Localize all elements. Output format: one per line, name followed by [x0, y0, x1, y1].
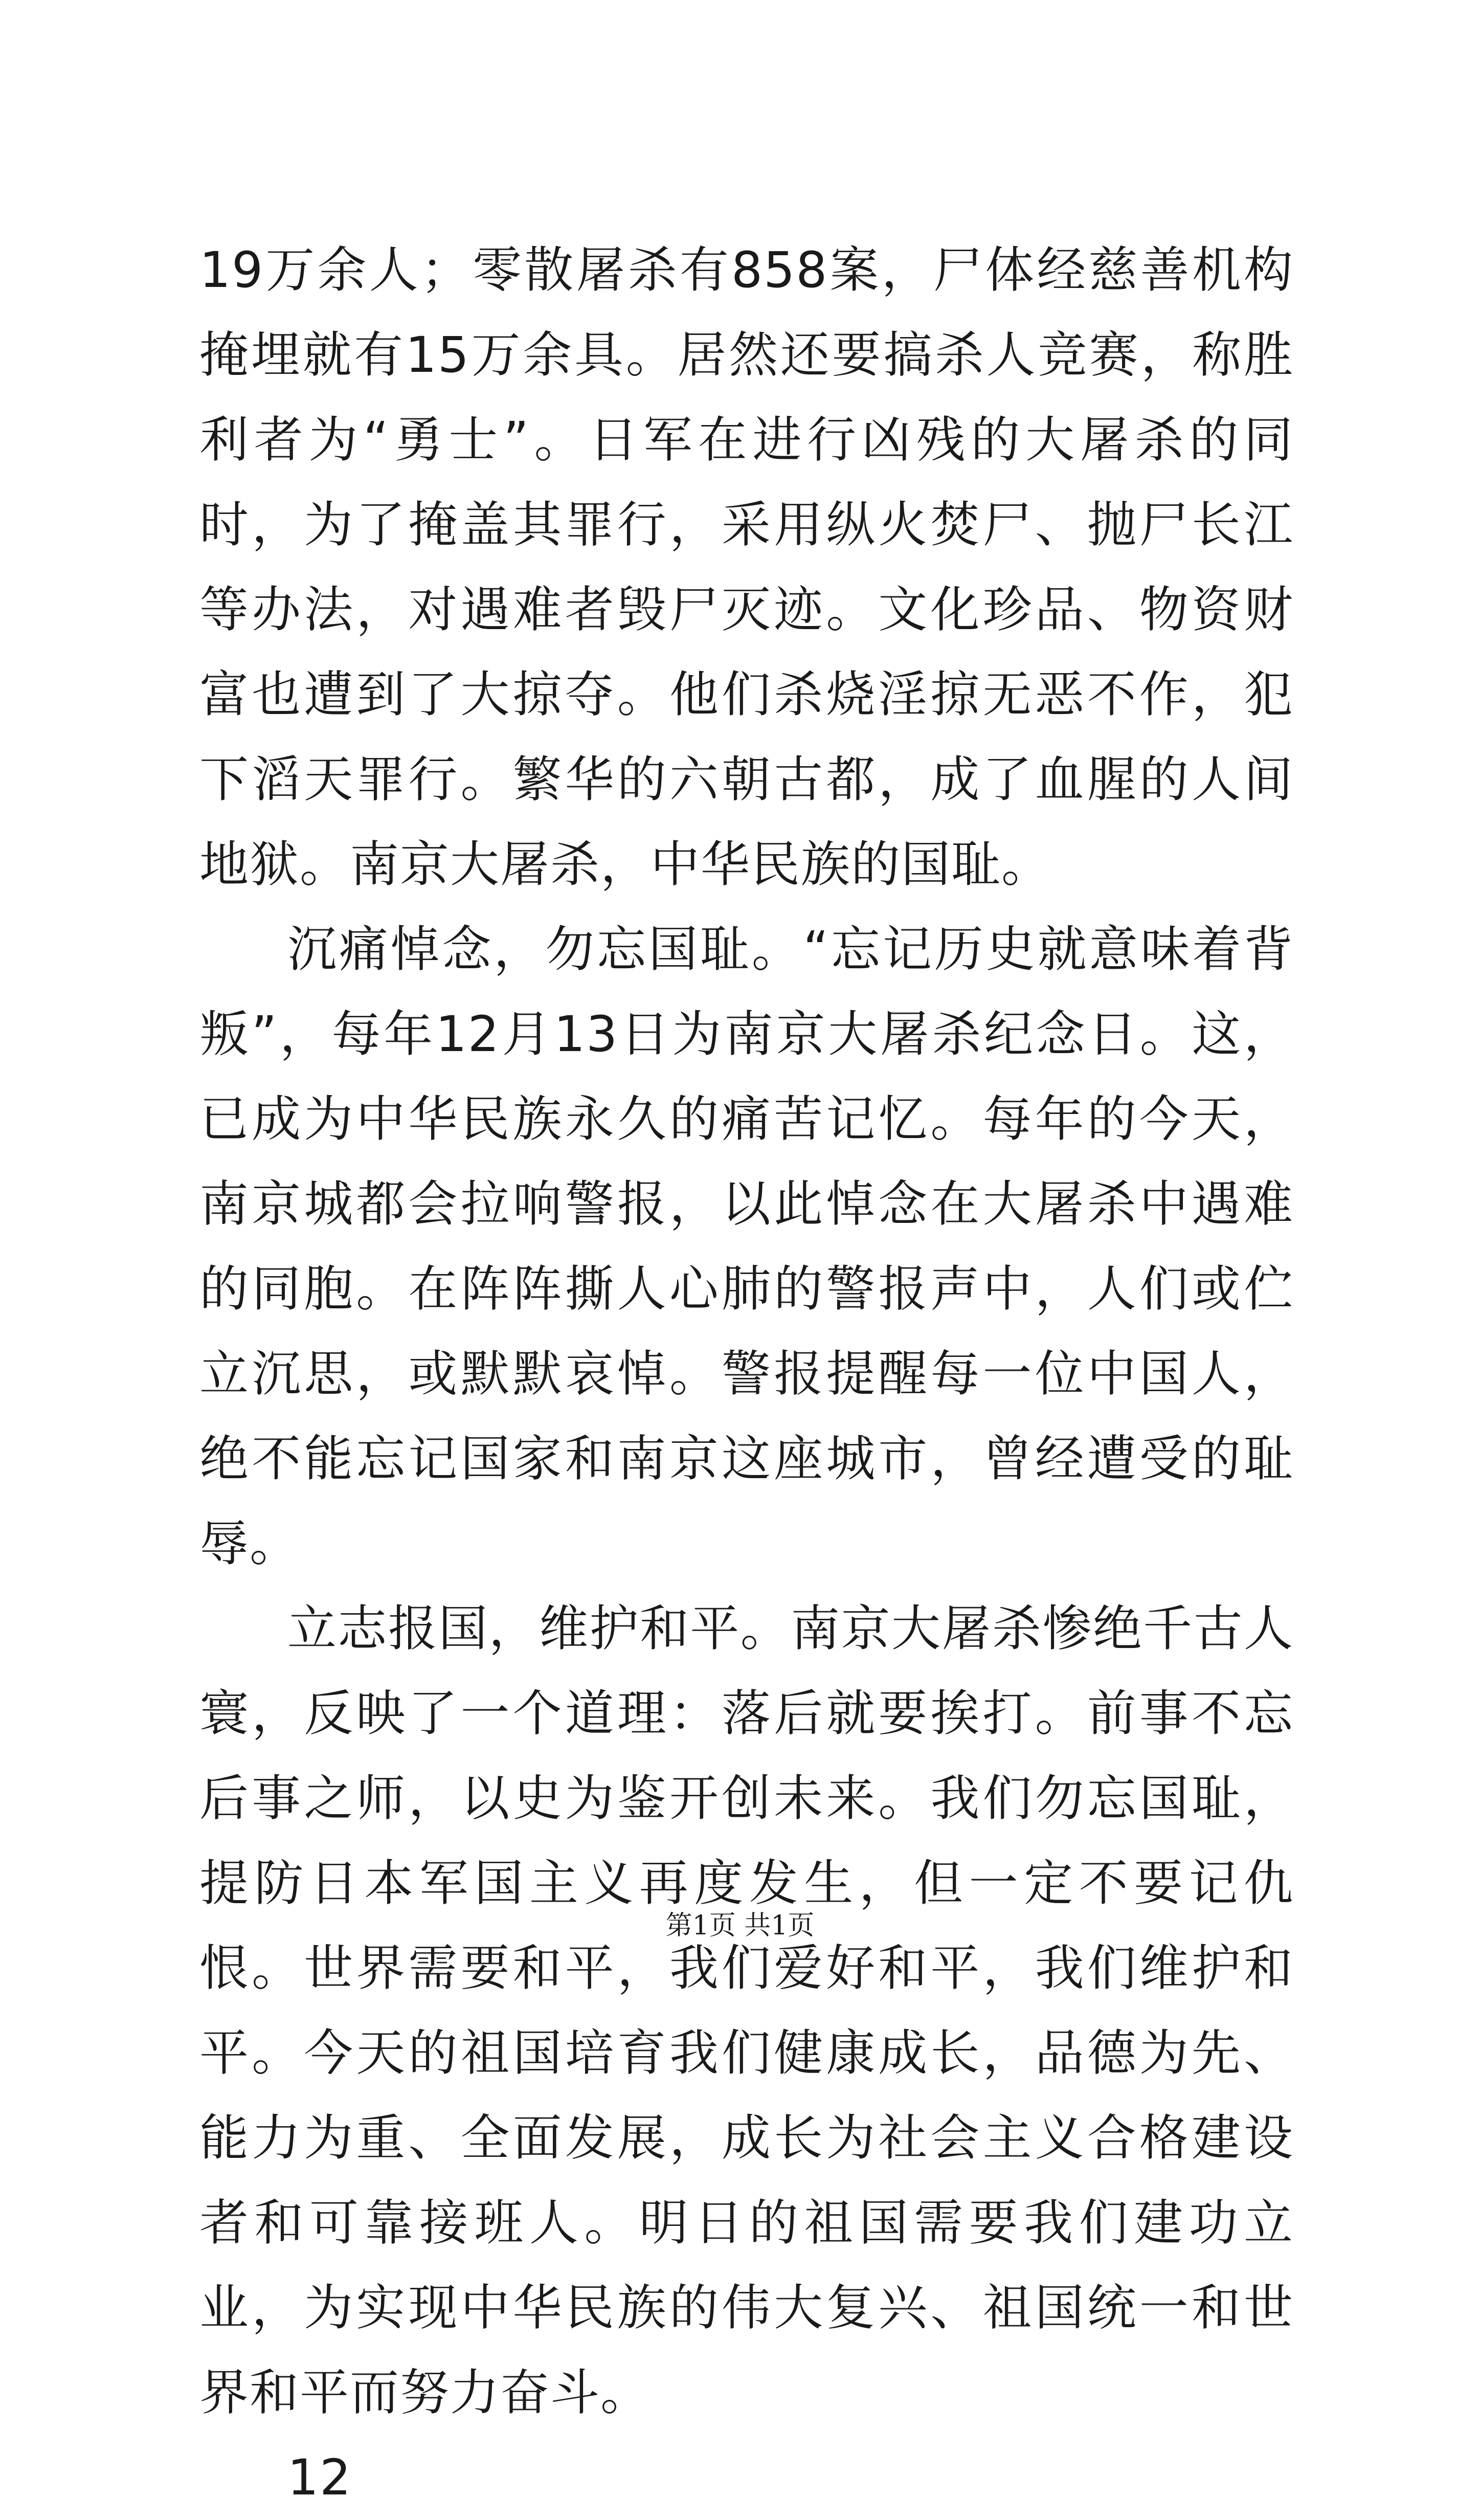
paragraph-4: 12: [287, 2449, 352, 2506]
document-body: [199, 228, 1294, 2520]
paragraph-2: 沉痛悼念，勿忘国耻。“忘记历史就意味着背叛”，每年12月13日为南京大屠杀纪念日。这，已成为中华民族永久的痛苦记忆。每年的今天，南京城都会拉响警报，以此悼念在大屠杀中遇难的同胞。在阵阵撕人心肺的警报声中，人们或伫立沉思，或默默哀悼。警报提醒每一位中国人，绝不能忘记国家和南京这座城市，曾经遭受的耻辱。: [199, 921, 1294, 1572]
paragraph-3: 立志报国，维护和平。南京大屠杀惨绝千古人寰，反映了一个道理：落后就要挨打。前事不忘后事之师，以史为鉴开创未来。我们勿忘国耻，提防日本军国主义再度发生，但一定不要记仇恨。世界需要和平，我们爱好和平，我们维护和平。今天的祖国培育我们健康成长，品德为先、能力为重、全面发展，成长为社会主义合格建设者和可靠接班人。明日的祖国需要我们建功立业，为实现中华民族的伟大复兴、祖国统一和世界和平而努力奋斗。: [199, 1600, 1294, 2421]
paragraph-1: 19万余人；零散屠杀有858案，尸体经慈善机构掩埋就有15万余具。居然还要搞杀人竞赛，称胜利者为“勇士”。日军在进行凶残的大屠杀的同时，为了掩盖其罪行，采用纵火焚尸、抛尸长江等办法，对遇难者毁尸灭迹。文化珍品、物资财富也遭到了大掠夺。他们杀烧淫掠无恶不作，犯下滔天罪行。繁华的六朝古都，成了血腥的人间地狱。南京大屠杀，中华民族的国耻。: [199, 241, 1294, 893]
page-footer: 第1页 共1页: [665, 1910, 815, 1941]
